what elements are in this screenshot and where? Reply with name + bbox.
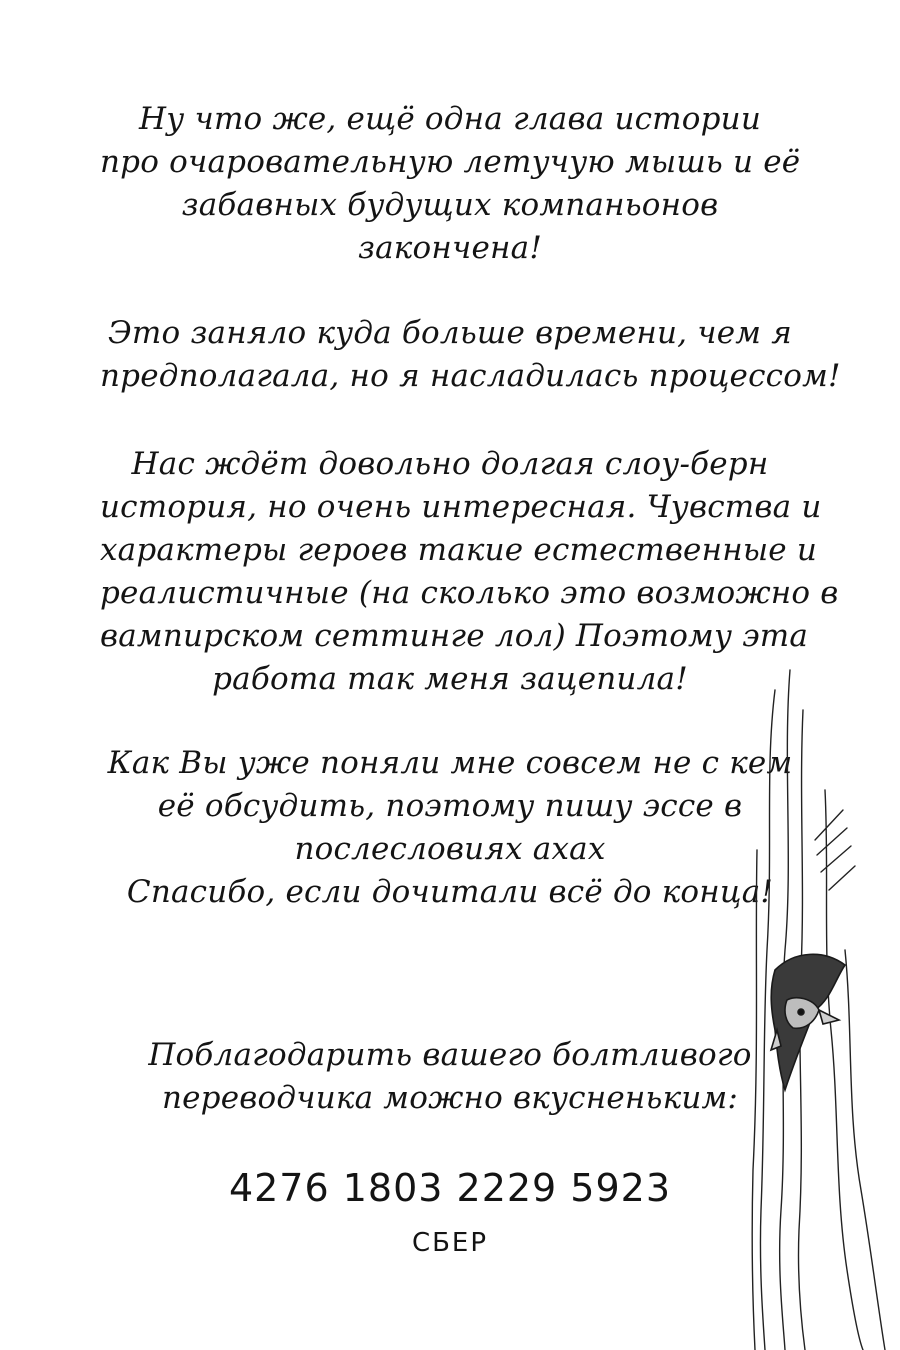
- text-line: вампирском сеттинге лол) Поэтому эта: [100, 618, 809, 654]
- text-line: история, но очень интересная. Чувства и: [100, 489, 822, 525]
- curtain-fold-line: [845, 950, 885, 1350]
- paragraph-story-opinion: [100, 443, 839, 701]
- text-line: реалистичные (на сколько это возможно в: [100, 575, 839, 611]
- text-line: переводчика можно вкусненьким:: [161, 1080, 739, 1116]
- text-line: её обсудить, поэтому пишу эссе в: [157, 788, 743, 824]
- text-line: Ну что же, ещё одна глава истории: [138, 101, 762, 137]
- text-line: предполагала, но я насладилась процессом!: [100, 358, 841, 394]
- text-line: работа так меня зацепила!: [212, 661, 688, 697]
- text-line: Как Вы уже поняли мне совсем не с кем: [107, 745, 793, 781]
- text-line: закончена!: [358, 230, 542, 266]
- text-line: забавных будущих компаньонов: [181, 187, 719, 223]
- paragraph-time-taken: [100, 312, 841, 398]
- card-number: 4276 1803 2229 5923: [228, 1166, 672, 1210]
- motion-line: [821, 846, 851, 872]
- text-line: про очаровательную летучую мышь и её: [100, 144, 801, 180]
- paragraph-donation-prompt: [100, 1034, 800, 1120]
- bat-hanging-on-curtain-icon: [735, 650, 900, 1350]
- motion-line: [829, 866, 855, 890]
- curtain-fold-line: [825, 790, 863, 1350]
- paragraph-thanks: [100, 742, 800, 914]
- text-line: Нас ждёт довольно долгая слоу-берн: [131, 446, 769, 482]
- text-line: Поблагодарить вашего болтливого: [148, 1037, 752, 1073]
- curtain-fold-line: [752, 850, 757, 1350]
- text-line: послесловиях ахах: [294, 831, 606, 867]
- paragraph-chapter-finished: [100, 98, 800, 270]
- bank-name: СБЕР: [411, 1228, 489, 1258]
- text-line: характеры героев такие естественные и: [100, 532, 818, 568]
- text-line: Спасибо, если дочитали всё до конца!: [126, 874, 774, 910]
- text-line: Это заняло куда больше времени, чем я: [108, 315, 792, 351]
